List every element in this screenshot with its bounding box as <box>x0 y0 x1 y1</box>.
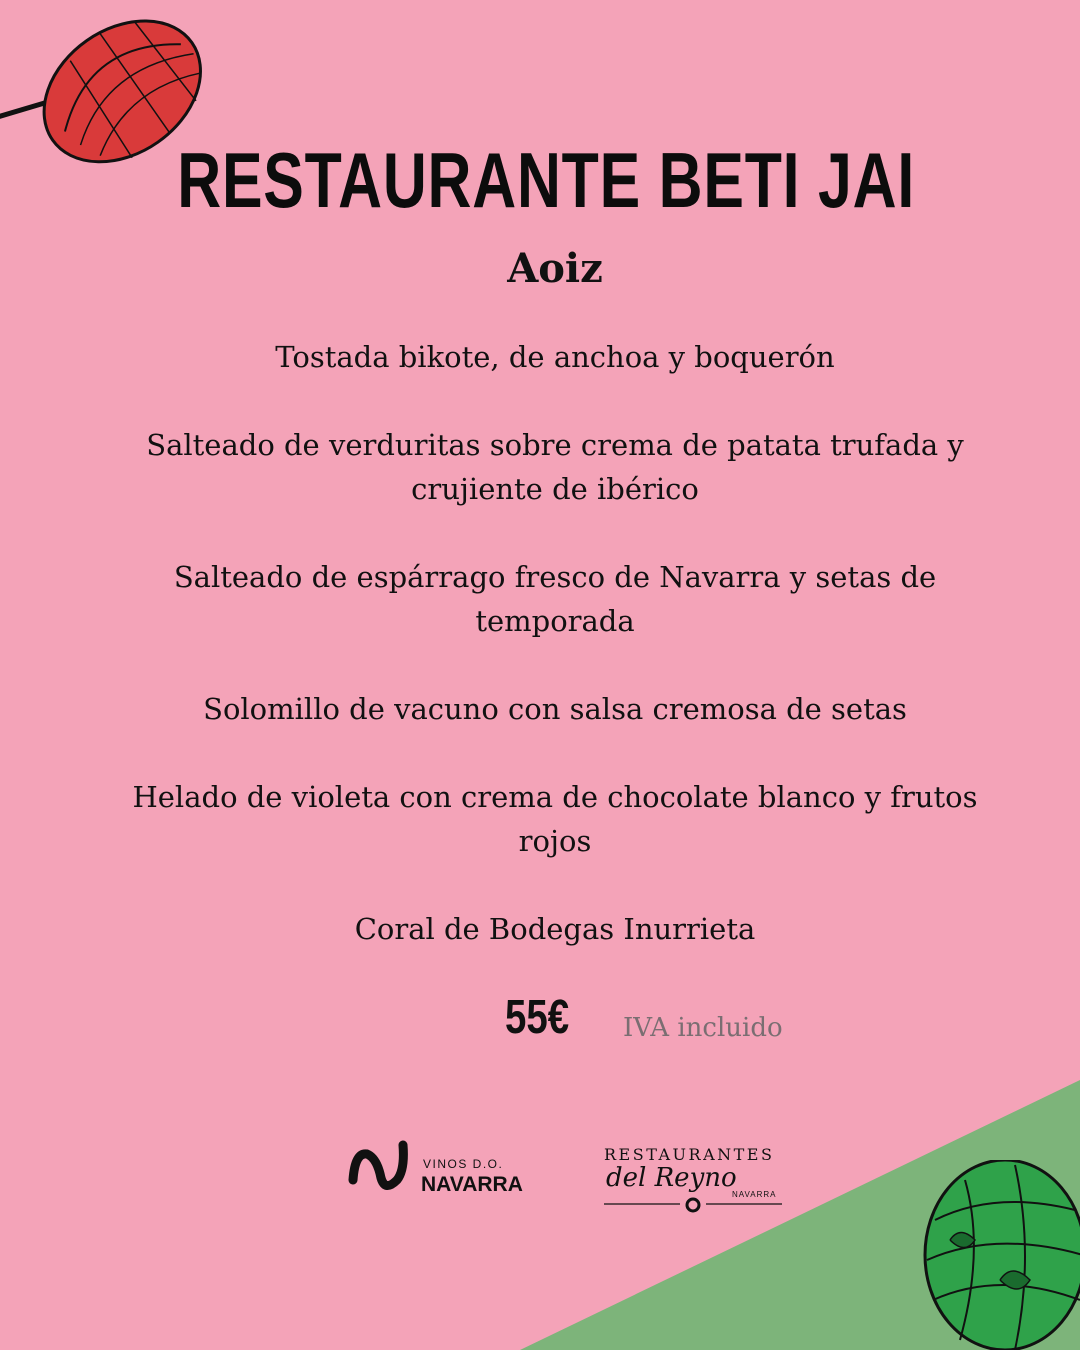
menu-item: Tostada bikote, de anchoa y boquerón <box>275 340 835 374</box>
location-subtitle: Aoiz <box>507 245 603 292</box>
artichoke-illustration-icon <box>905 1160 1080 1350</box>
restaurantes-del-reyno-logo <box>600 1140 790 1215</box>
price-row <box>0 990 1080 1060</box>
menu-item: Solomillo de vacuno con salsa cremosa de setas <box>203 692 907 726</box>
restaurantes-logo-region-text: NAVARRA <box>732 1190 777 1199</box>
menu-item: Coral de Bodegas Inurrieta <box>354 912 756 946</box>
menu-list <box>110 335 1000 995</box>
menu-item: Salteado de verduritas sobre crema de patata trufada y crujiente de ibérico <box>146 428 964 506</box>
restaurant-title: RESTAURANTE BETI JAI <box>177 136 916 224</box>
restaurantes-logo-script-text: del Reyno <box>606 1163 737 1193</box>
menu-item: Salteado de espárrago fresco de Navarra y setas de temporada <box>173 560 937 638</box>
navarra-logo-big-text: NAVARRA <box>421 1173 523 1196</box>
price-amount: 55€ <box>505 991 570 1044</box>
vinos-do-navarra-logo <box>345 1140 540 1200</box>
menu-item: Helado de violeta con crema de chocolate blanco y frutos rojos <box>132 780 978 858</box>
navarra-logo-small-text: VINOS D.O. <box>423 1157 504 1171</box>
restaurantes-logo-top-text: RESTAURANTES <box>604 1145 775 1164</box>
vat-note: IVA incluido <box>623 1013 783 1043</box>
